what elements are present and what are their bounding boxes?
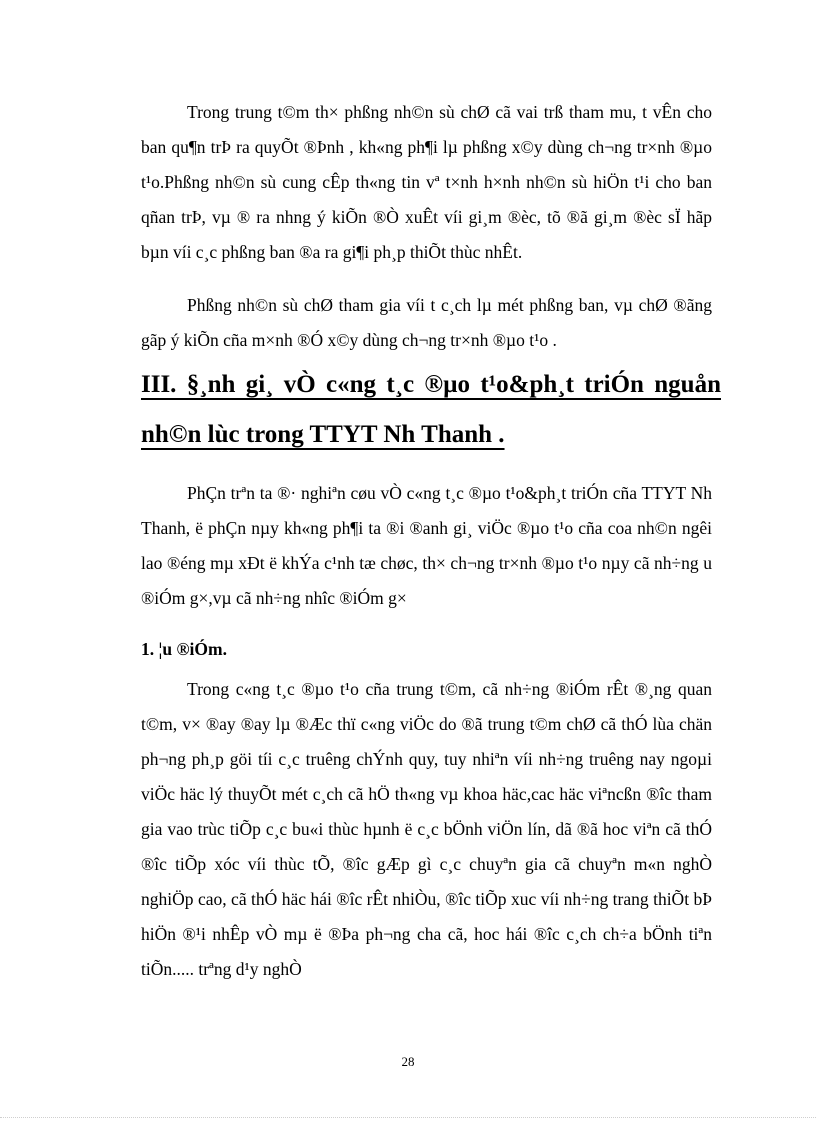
section-heading-evaluation: III. §¸nh gi¸ vÒ c«ng t¸c ®µo t¹o&ph¸t triÓn nguån nh©n lùc trong TTYT Nh Thanh .: [141, 371, 721, 448]
paragraph-training-advantages: Trong c«ng t¸c ®µo t¹o cña trung t©m, cã nh÷ng ®iÓm rÊt ®¸ng quan t©m, v× ®ay ®ay lµ ®Æc thï c«ng viÖc do ®ã trung t©m chØ cã thÓ lùa chän ph¬ng ph¸p göi tíi c¸c truêng chÝnh quy, tuy nhiªn víi nh÷ng truêng nay ngoµi viÖc häc lý thuyÕt mét c¸ch cã hÖ th«ng vµ khoa häc,cac häc viªncßn ®îc tham gia vao trùc tiÕp c¸c bu«i thùc hµnh ë c¸c bÖnh viÖn lín, dã ®ã hoc viªn cã thÓ ®îc tiÕp xóc víi thùc tÕ, ®îc gÆp gì c¸c chuyªn gia cã chuyªn m«n nghÒ nghiÖp cao, cã thÓ häc hái ®îc rÊt nhiÒu, ®îc tiÕp xuc víi nh÷ng trang thiÕt bÞ hiÖn ®¹i nhÊp vÒ mµ ë ®Þa ph¬ng cha cã, hoc hái ®îc c¸ch ch÷a bÖnh tiªn tiÕn..... trªng d¹y nghÒ: [141, 679, 712, 979]
paragraph-hr-advisory-role: Trong trung t©m th× phßng nh©n sù chØ cã vai trß tham mu, t vÊn cho ban qu¶n trÞ ra quyÕt ®Þnh , kh«ng ph¶i lµ phßng x©y dùng ch¬ng tr×nh ®µo t¹o.Phßng nh©n sù cung cÊp th«ng tin vª t×nh h×nh nh©n sù hiÖn t¹i cho ban qñan trÞ, vµ ® ra nhng ý kiÕn ®Ò xuÊt víi gi¸m ®èc, tõ ®ã gi¸m ®èc sÏ hãp bµn víi c¸c phßng ban ®a ra gi¶i ph¸p thiÕt thùc nhÊt.: [141, 102, 712, 262]
paragraph-evaluation-intro: PhÇn trªn ta ®· nghiªn cøu vÒ c«ng t¸c ®µo t¹o&ph¸t triÓn cña TTYT Nh Thanh, ë phÇn nµy kh«ng ph¶i ta ®i ®anh gi¸ viÖc ®µo t¹o cña coa nh©n ngêi lao ®éng mµ xÐt ë khÝa c¹nh tæ chøc, th× ch¬ng tr×nh ®µo t¹o nµy cã nh÷ng u ®iÓm g×,vµ cã nh÷ng nhîc ®iÓm g×: [141, 483, 712, 608]
paragraph-hr-participation: Phßng nh©n sù chØ tham gia víi t c¸ch lµ mét phßng ban, vµ chØ ®ãng gãp ý kiÕn cña m×nh ®Ó x©y dùng ch¬ng tr×nh ®µo t¹o .: [141, 295, 712, 350]
page-bottom-divider: [0, 1117, 816, 1118]
subheading-advantages: 1. ¦u ®iÓm.: [141, 639, 227, 659]
page-number: 28: [401, 1054, 415, 1069]
